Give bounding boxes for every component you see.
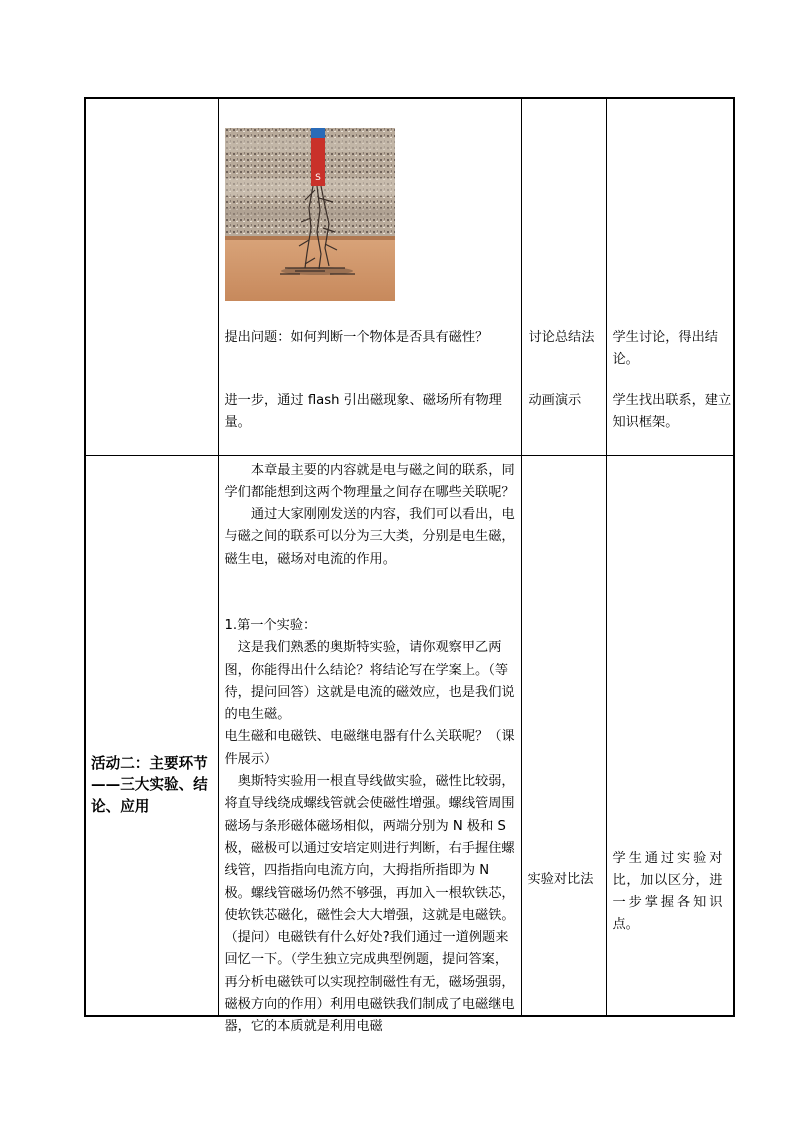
student-discussion-text: 学生讨论，得出结论。 — [612, 330, 718, 368]
method-discussion: 讨论总结法 — [528, 330, 595, 345]
next-step-text: 进一步，通过 flash 引出磁现象、磁场所有物理量。 — [224, 393, 502, 431]
magnet-iron-filings-image — [225, 128, 395, 301]
paragraph-experiment-heading: 1.第一个实验： — [224, 617, 317, 633]
student-activity-cell — [606, 98, 734, 455]
lesson-plan-table — [84, 97, 735, 1035]
method-animation: 动画演示 — [528, 393, 582, 408]
paragraph-solenoid: 奥斯特实验用一根直导线做实验，磁性比较弱，将直导线绕成螺线管就会使磁性增强。螺线管周围磁场与条形磁体磁场相似，两端分别为 N 极和 S 极，磁极可以通过安培定则进行判断，右手握住螺线管，四指指向电流方向，大拇指所指即为 N 极。螺线管磁场仍然不够强，再加入一根软铁芯，使软铁芯磁化，磁性会大大增强，这就是电磁铁。（提问）电磁铁有什么好处?我们通过一道例题来回忆一下。（学生独立完成典型例题，提问答案，再分析电磁铁可以实现控制磁性有无，磁场强弱，磁极方向的作用）利用电磁铁我们制成了电磁继电器，它的本质就是利用电磁 — [224, 774, 515, 1035]
lesson-content — [225, 460, 519, 1039]
activity-title: 活动二：主要环节——三大实验、结论、应用 — [91, 754, 208, 815]
paragraph-oersted: 这是我们熟悉的奥斯特实验，请你观察甲乙两图，你能得出什么结论？将结论写在学案上。（等待，提问回答）这就是电流的磁效应，也是我们说的电生磁。 — [224, 640, 515, 723]
paragraph-electromagnet-question: 电生磁和电磁铁、电磁继电器有什么关联呢？（课件展示） — [224, 729, 515, 767]
question-text: 提出问题：如何判断一个物体是否具有磁性？ — [224, 330, 489, 345]
magnet-s-label: S — [314, 173, 321, 183]
content-cell — [218, 98, 521, 455]
method-cell — [521, 98, 606, 455]
student-experiment-text: 学生通过实验对比，加以区分，进一步掌握各知识点。 — [612, 850, 723, 933]
method-cell — [521, 455, 606, 1016]
method-comparison: 实验对比法 — [527, 871, 594, 887]
content-cell — [218, 455, 521, 1035]
spacer — [225, 571, 519, 615]
magnet-photo — [225, 128, 395, 301]
table-row — [85, 98, 734, 455]
activity-cell — [85, 455, 218, 1016]
student-framework-text: 学生找出联系，建立知识框架。 — [612, 393, 732, 431]
paragraph-intro: 本章最主要的内容就是电与磁之间的联系，同学们都能想到这两个物理量之间存在哪些关联呢？ — [224, 462, 515, 500]
student-activity-cell — [606, 455, 734, 1016]
activity-cell-empty — [85, 98, 218, 455]
table-row — [85, 455, 734, 1016]
paragraph-categories: 通过大家刚刚发送的内容，我们可以看出，电与磁之间的联系可以分为三大类，分别是电生磁，磁生电，磁场对电流的作用。 — [224, 507, 515, 567]
